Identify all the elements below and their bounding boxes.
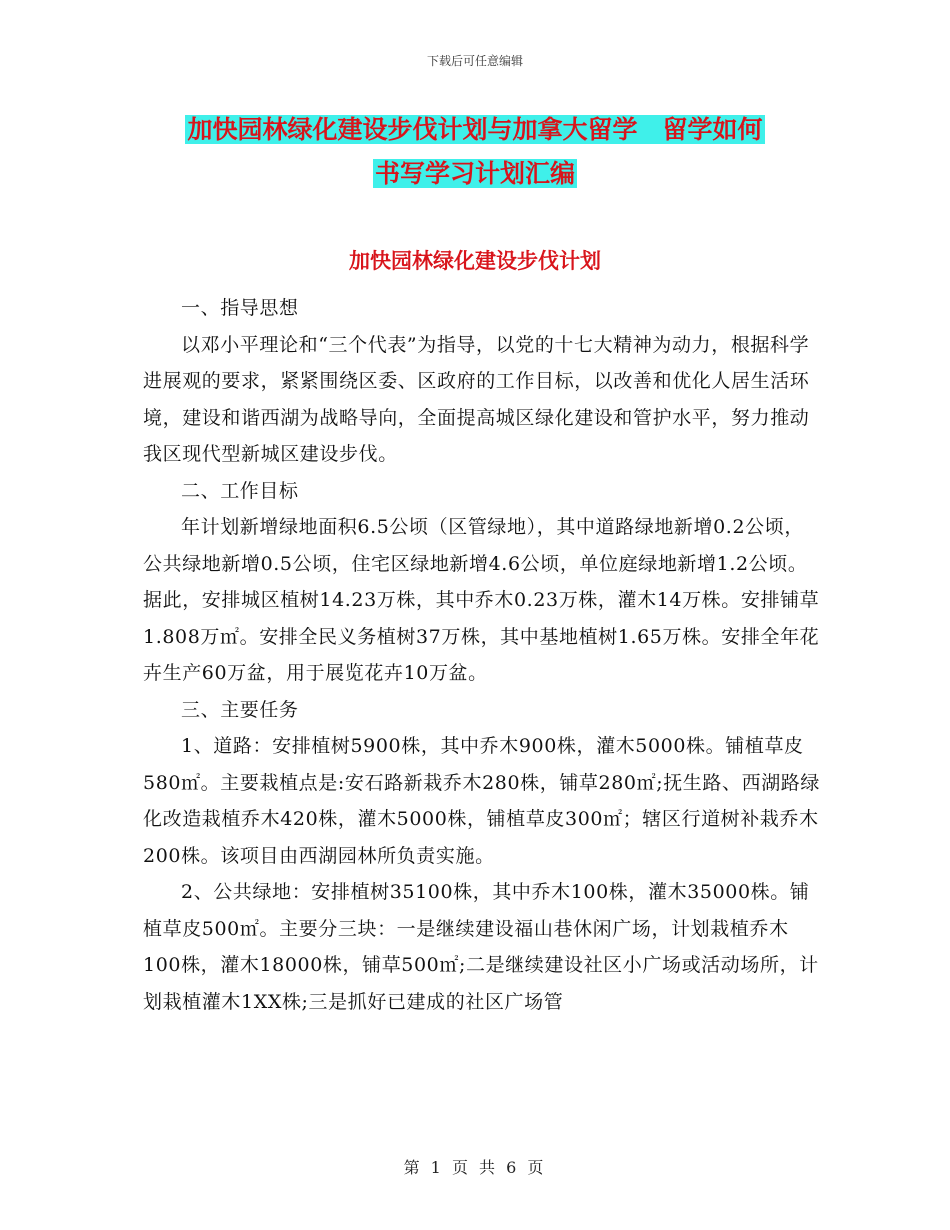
section-title: 加快园林绿化建设步伐计划: [349, 249, 601, 273]
title-line-2: 书写学习计划汇编: [374, 159, 575, 188]
page-number: 第 1 页 共 6 页: [403, 1158, 547, 1177]
document-title: [0, 108, 950, 196]
header-note: 下载后可任意编辑: [426, 54, 523, 68]
paragraph-work-goals: 年计划新增绿地面积6.5公顷（区管绿地），其中道路绿地新增0.2公顷，公共绿地新增0.5公顷，住宅区绿地新增4.6公顷，单位庭绿地新增1.2公顷。据此，安排城区植树14.23万株，其中乔木0.23万株，灌木14万株。安排铺草1.808万㎡。安排全民义务植树37万株，其中基地植树1.65万株。安排全年花卉生产60万盆，用于展览花卉10万盆。: [143, 516, 820, 684]
heading-work-goals: 二、工作目标: [181, 479, 299, 502]
paragraph-roads: 1、道路：安排植树5900株，其中乔木900株，灌木5000株。铺植草皮580㎡。主要栽植点是:安石路新栽乔木280株，铺草280㎡;抚生路、西湖路绿化改造栽植乔木420株，灌木5000株，铺植草皮300㎡；辖区行道树补栽乔木200株。该项目由西湖园林所负责实施。: [143, 735, 820, 867]
paragraph-guiding-ideology: 以邓小平理论和“三个代表”为指导，以党的十七大精神为动力，根据科学进展观的要求，紧紧围绕区委、区政府的工作目标，以改善和优化人居生活环境，建设和谐西湖为战略导向，全面提高城区绿化建设和管护水平，努力推动我区现代型新城区建设步伐。: [143, 333, 810, 465]
title-line-1: 加快园林绿化建设步伐计划与加拿大留学 留学如何: [187, 115, 763, 144]
heading-guiding-ideology: 一、指导思想: [181, 297, 299, 319]
document-body: [143, 290, 823, 1020]
heading-main-tasks: 三、主要任务: [181, 698, 299, 721]
paragraph-public-green: 2、公共绿地：安排植树35100株，其中乔木100株，灌木35000株。铺植草皮500㎡。主要分三块：一是继续建设福山巷休闲广场，计划栽植乔木100株，灌木18000株，铺草500㎡;二是继续建设社区小广场或活动场所，计划栽植灌木1XX株;三是抓好已建成的社区广场管: [143, 881, 819, 1013]
